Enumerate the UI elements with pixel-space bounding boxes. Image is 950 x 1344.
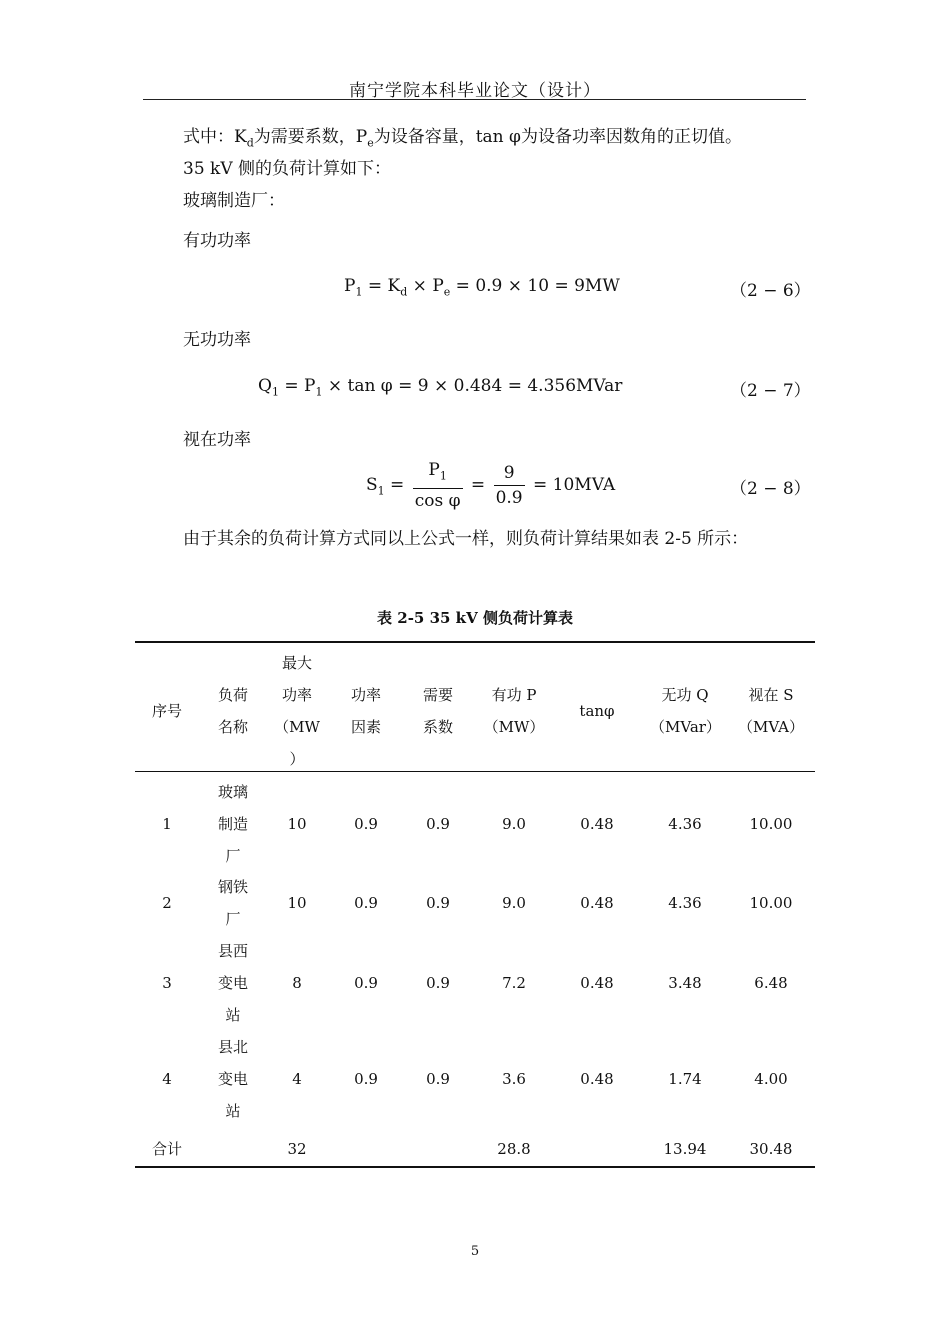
table-cell-name-line: 钢铁 — [217, 878, 248, 896]
table-cell-p: 3.6 — [502, 1070, 526, 1088]
table-cell-pmax: 4 — [292, 1070, 302, 1088]
eq-symbol: = P — [278, 376, 316, 396]
table-total-p: 28.8 — [497, 1140, 531, 1158]
table-cell-tan: 0.48 — [580, 815, 614, 833]
page-header-title: 南宁学院本科毕业论文（设计） — [349, 81, 601, 101]
table-cell-kd: 0.9 — [426, 815, 450, 833]
table-cell-pmax: 8 — [292, 974, 302, 992]
table-cell-name — [198, 776, 268, 872]
table-cell-name-line: 站 — [225, 1006, 241, 1024]
table-cell-name-line: 站 — [225, 1102, 241, 1120]
table-cell-q: 3.48 — [668, 974, 702, 992]
eq-symbol: = K — [362, 276, 401, 296]
equation-number-2-7: （2 − 7） — [730, 381, 811, 401]
table-header-cell-line: 序号 — [151, 702, 182, 720]
table-bottom-rule — [135, 1166, 815, 1168]
table-cell-pf: 0.9 — [354, 894, 378, 912]
subscript: 1 — [439, 469, 447, 483]
table-header-cell-line: （MW — [274, 718, 320, 736]
table-header-cell — [132, 695, 202, 727]
table-cell-no: 3 — [162, 974, 172, 992]
eq-operator: = — [384, 475, 410, 496]
active-power-label: 有功功率 — [183, 231, 251, 251]
equation-2-8 — [366, 458, 615, 513]
table-cell-q: 4.36 — [668, 894, 702, 912]
table-header-rule — [135, 771, 815, 772]
eq-symbol: × P — [407, 276, 444, 296]
fraction-numerator — [413, 458, 463, 489]
table-cell-pmax: 10 — [287, 894, 307, 912]
table-cell-tan: 0.48 — [580, 974, 614, 992]
table-cell-pf: 0.9 — [354, 1070, 378, 1088]
table-header-cell — [562, 695, 632, 727]
load-calc-intro: 35 kV 侧的负荷计算如下： — [183, 159, 392, 179]
reactive-power-label: 无功功率 — [183, 330, 251, 350]
equation-2-6 — [344, 276, 620, 298]
table-header-cell-line: 需要 — [422, 686, 453, 704]
table-header-cell-line: 最大 — [281, 654, 312, 672]
table-cell-kd: 0.9 — [426, 974, 450, 992]
table-header-cell-line: （MVar） — [650, 718, 721, 736]
eq-operator: = — [465, 475, 491, 496]
equation-number-2-8: （2 − 8） — [730, 479, 811, 499]
definition-line — [183, 122, 742, 149]
table-total-s: 30.48 — [749, 1140, 793, 1158]
table-cell-p: 9.0 — [502, 894, 526, 912]
table-cell-pmax: 10 — [287, 815, 307, 833]
table-cell-name-line: 县北 — [217, 1038, 248, 1056]
table-cell-no: 2 — [162, 894, 172, 912]
table-cell-name-line: 变电 — [217, 974, 248, 992]
equation-number-2-6: （2 − 6） — [730, 281, 811, 301]
fraction-9-over-0.9 — [494, 461, 525, 510]
table-header-cell-line: ） — [289, 750, 305, 768]
table-total-q: 13.94 — [663, 1140, 707, 1158]
eq-result: = 10MVA — [527, 475, 616, 496]
subscript: e — [367, 136, 374, 150]
subscript: 1 — [377, 484, 385, 498]
table-header-cell-line: 负荷 — [217, 686, 248, 704]
table-header-cell-line: 视在 S — [748, 686, 794, 704]
table-header-cell — [331, 679, 401, 743]
eq-symbol: P — [428, 460, 440, 480]
table-cell-q: 1.74 — [668, 1070, 702, 1088]
table-cell-name-line: 玻璃 — [217, 783, 248, 801]
table-cell-s: 4.00 — [754, 1070, 788, 1088]
table-cell-name — [198, 935, 268, 1031]
table-caption: 表 2-5 35 kV 侧负荷计算表 — [377, 609, 573, 627]
text-segment: 为需要系数，P — [253, 127, 368, 147]
table-cell-p: 9.0 — [502, 815, 526, 833]
page-number: 5 — [470, 1244, 480, 1259]
table-cell-s: 10.00 — [749, 894, 793, 912]
table-header-cell-line: 系数 — [422, 718, 453, 736]
table-header-cell-line: （MVA） — [737, 718, 804, 736]
table-cell-kd: 0.9 — [426, 1070, 450, 1088]
table-header-cell-line: 功率 — [350, 686, 381, 704]
subscript: 1 — [271, 385, 279, 399]
plant-label: 玻璃制造厂： — [183, 191, 285, 211]
table-header-cell-line: 有功 P — [491, 686, 537, 704]
table-total-label: 合计 — [151, 1140, 182, 1158]
table-cell-q: 4.36 — [668, 815, 702, 833]
table-cell-name-line: 厂 — [225, 847, 241, 865]
table-cell-pf: 0.9 — [354, 974, 378, 992]
table-top-rule — [135, 641, 815, 643]
table-cell-name-line: 变电 — [217, 1070, 248, 1088]
eq-symbol: S — [366, 475, 378, 496]
table-cell-name — [198, 871, 268, 935]
table-cell-no: 1 — [162, 815, 172, 833]
subscript: d — [246, 136, 254, 150]
table-cell-tan: 0.48 — [580, 894, 614, 912]
table-cell-kd: 0.9 — [426, 894, 450, 912]
table-header-cell — [650, 679, 720, 743]
eq-symbol: P — [344, 276, 356, 296]
table-header-cell-line: 名称 — [217, 718, 248, 736]
header-divider — [143, 99, 806, 100]
table-cell-name-line: 厂 — [225, 910, 241, 928]
apparent-power-label: 视在功率 — [183, 430, 251, 450]
table-header-cell-line: 因素 — [350, 718, 381, 736]
table-total-pmax: 32 — [287, 1140, 307, 1158]
table-header-cell-line: 无功 Q — [661, 686, 709, 704]
fraction-denominator: 0.9 — [495, 488, 523, 509]
subscript: e — [443, 285, 451, 299]
fraction-p1-over-cos — [413, 458, 463, 513]
fraction-numerator: 9 — [494, 461, 525, 486]
table-header-cell — [479, 679, 549, 743]
table-cell-p: 7.2 — [502, 974, 526, 992]
eq-result: × tan φ = 9 × 0.484 = 4.356MVar — [322, 376, 623, 396]
table-cell-tan: 0.48 — [580, 1070, 614, 1088]
table-cell-s: 10.00 — [749, 815, 793, 833]
subscript: d — [400, 285, 408, 299]
eq-result: = 0.9 × 10 = 9MW — [450, 276, 620, 296]
table-cell-no: 4 — [162, 1070, 172, 1088]
table-header-cell — [262, 647, 332, 775]
equation-2-7 — [258, 376, 622, 398]
table-cell-pf: 0.9 — [354, 815, 378, 833]
subscript: 1 — [315, 385, 323, 399]
table-header-cell — [403, 679, 473, 743]
table-cell-name-line: 制造 — [217, 815, 248, 833]
table-header-cell-line: 功率 — [281, 686, 312, 704]
fraction-denominator: cos φ — [414, 491, 461, 512]
table-header-cell — [198, 679, 268, 743]
conclusion-paragraph: 由于其余的负荷计算方式同以上公式一样，则负荷计算结果如表 2-5 所示： — [183, 529, 749, 549]
subscript: 1 — [355, 285, 363, 299]
table-header-cell — [736, 679, 806, 743]
eq-symbol: Q — [258, 376, 272, 396]
table-cell-name-line: 县西 — [217, 942, 248, 960]
text-segment: 式中：K — [183, 127, 247, 147]
text-segment: 为设备容量，tan φ为设备功率因数角的正切值。 — [373, 127, 742, 147]
table-cell-s: 6.48 — [754, 974, 788, 992]
table-cell-name — [198, 1031, 268, 1127]
table-header-cell-line: tanφ — [579, 702, 615, 720]
table-header-cell-line: （MW） — [483, 718, 545, 736]
